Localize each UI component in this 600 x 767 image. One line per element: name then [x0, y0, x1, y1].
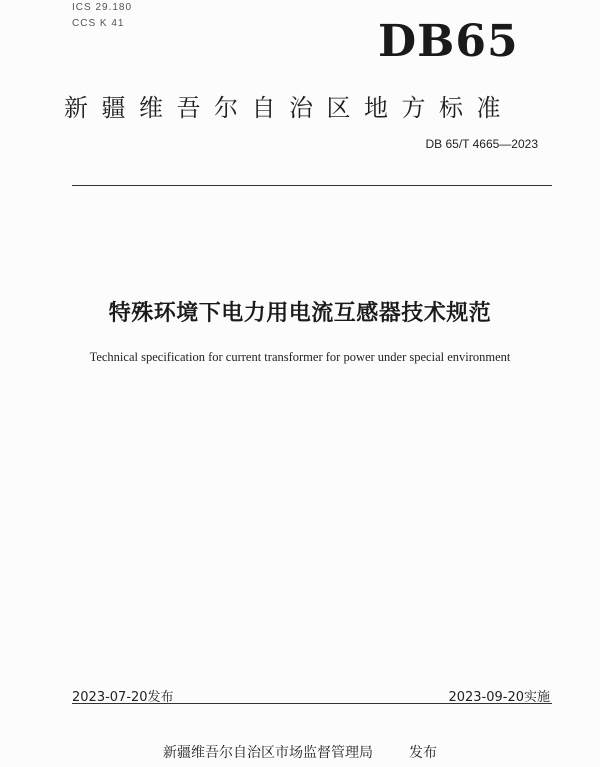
document-title-en: Technical specification for current transformer for power under special environment: [89, 350, 511, 364]
document-title-cn: 特殊环境下电力用电流互感器技术规范: [108, 301, 492, 326]
issuer-line: [0, 742, 600, 762]
standard-number: DB 65/T 4665—2023: [425, 137, 538, 151]
ics-code: ICS 29.180: [72, 2, 133, 13]
issuer-action: 发布: [409, 745, 437, 761]
issue-date: 2023-07-20发布: [72, 690, 174, 705]
db-logo: DB65: [378, 16, 519, 67]
standard-category: 新疆维吾尔自治区地方标准: [64, 94, 514, 122]
top-divider: [72, 185, 552, 186]
bottom-divider: [72, 703, 552, 704]
implementation-date: 2023-09-20实施: [448, 690, 550, 705]
issuer-name: 新疆维吾尔自治区市场监督管理局: [163, 745, 373, 761]
ccs-code: CCS K 41: [72, 18, 125, 29]
